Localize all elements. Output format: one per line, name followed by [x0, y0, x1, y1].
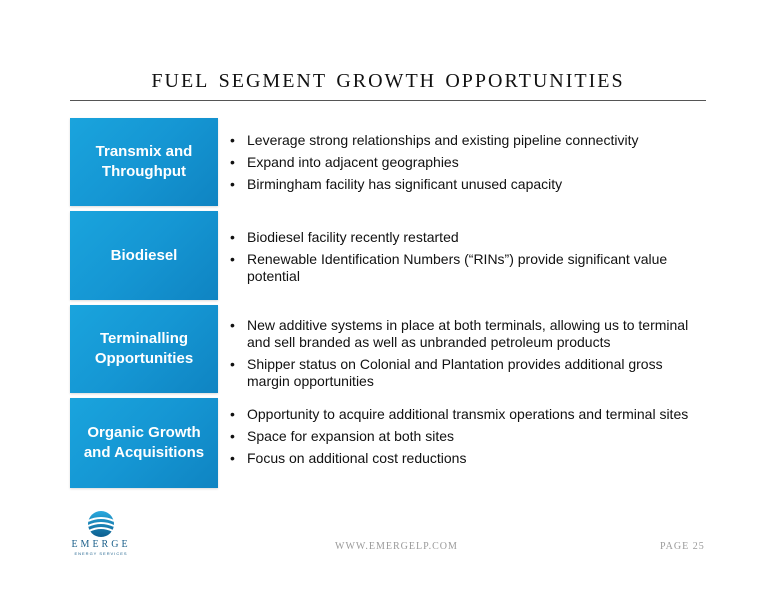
bullet-text: New additive systems in place at both terminals, allowing us to terminal and sell branded as well as unbranded petroleum products — [247, 317, 689, 350]
bullet-icon: • — [230, 154, 235, 170]
title-divider — [70, 100, 706, 101]
bullet-text: Birmingham facility has significant unused capacity — [247, 176, 563, 192]
section-label-box — [70, 398, 218, 488]
list-item — [228, 154, 708, 171]
bullet-icon: • — [230, 450, 235, 466]
slide-title: fuel segment growth opportunities — [151, 62, 625, 94]
list-item — [228, 176, 708, 193]
list-item — [228, 229, 708, 246]
bullet-text: Focus on additional cost reductions — [247, 450, 467, 466]
bullet-text: Opportunity to acquire additional transmix operations and terminal sites — [247, 406, 689, 422]
bullet-text: Expand into adjacent geographies — [247, 154, 459, 170]
bullet-text: Biodiesel facility recently restarted — [247, 229, 459, 245]
page-number: PAGE 25 — [660, 541, 705, 552]
section-label: Biodiesel — [110, 246, 178, 264]
list-item — [228, 450, 708, 467]
bullet-icon: • — [230, 428, 235, 444]
list-item — [228, 251, 708, 285]
bullet-list — [228, 317, 708, 395]
bullet-text: Leverage strong relationships and existing pipeline connectivity — [247, 132, 639, 148]
bullet-icon: • — [230, 356, 235, 372]
bullet-icon: • — [230, 132, 235, 148]
logo-tagline: ENERGY SERVICES — [74, 551, 128, 556]
section-label: Organic Growth and Acquisitions — [83, 424, 205, 461]
bullet-icon: • — [230, 406, 235, 422]
section-label: Terminalling Opportunities — [94, 330, 194, 367]
list-item — [228, 317, 708, 351]
bullet-list — [228, 132, 708, 198]
list-item — [228, 356, 708, 390]
section-label-box — [70, 118, 218, 206]
bullet-icon: • — [230, 176, 235, 192]
footer-url: WWW.EMERGELP.COM — [335, 541, 458, 552]
bullet-text: Space for expansion at both sites — [247, 428, 455, 444]
section-label-box — [70, 305, 218, 393]
logo-wordmark: EMERGE — [71, 539, 131, 550]
bullet-list — [228, 406, 708, 472]
bullet-list — [228, 229, 708, 290]
bullet-icon: • — [230, 251, 235, 267]
section-label: Transmix and Throughput — [95, 143, 193, 180]
bullet-text: Renewable Identification Numbers (“RINs”) provide significant value potential — [247, 251, 668, 284]
list-item — [228, 428, 708, 445]
bullet-icon: • — [230, 229, 235, 245]
bullet-icon: • — [230, 317, 235, 333]
list-item — [228, 132, 708, 149]
list-item — [228, 406, 708, 423]
section-label-box — [70, 211, 218, 300]
bullet-text: Shipper status on Colonial and Plantation provides additional gross margin opportunities — [247, 356, 663, 389]
